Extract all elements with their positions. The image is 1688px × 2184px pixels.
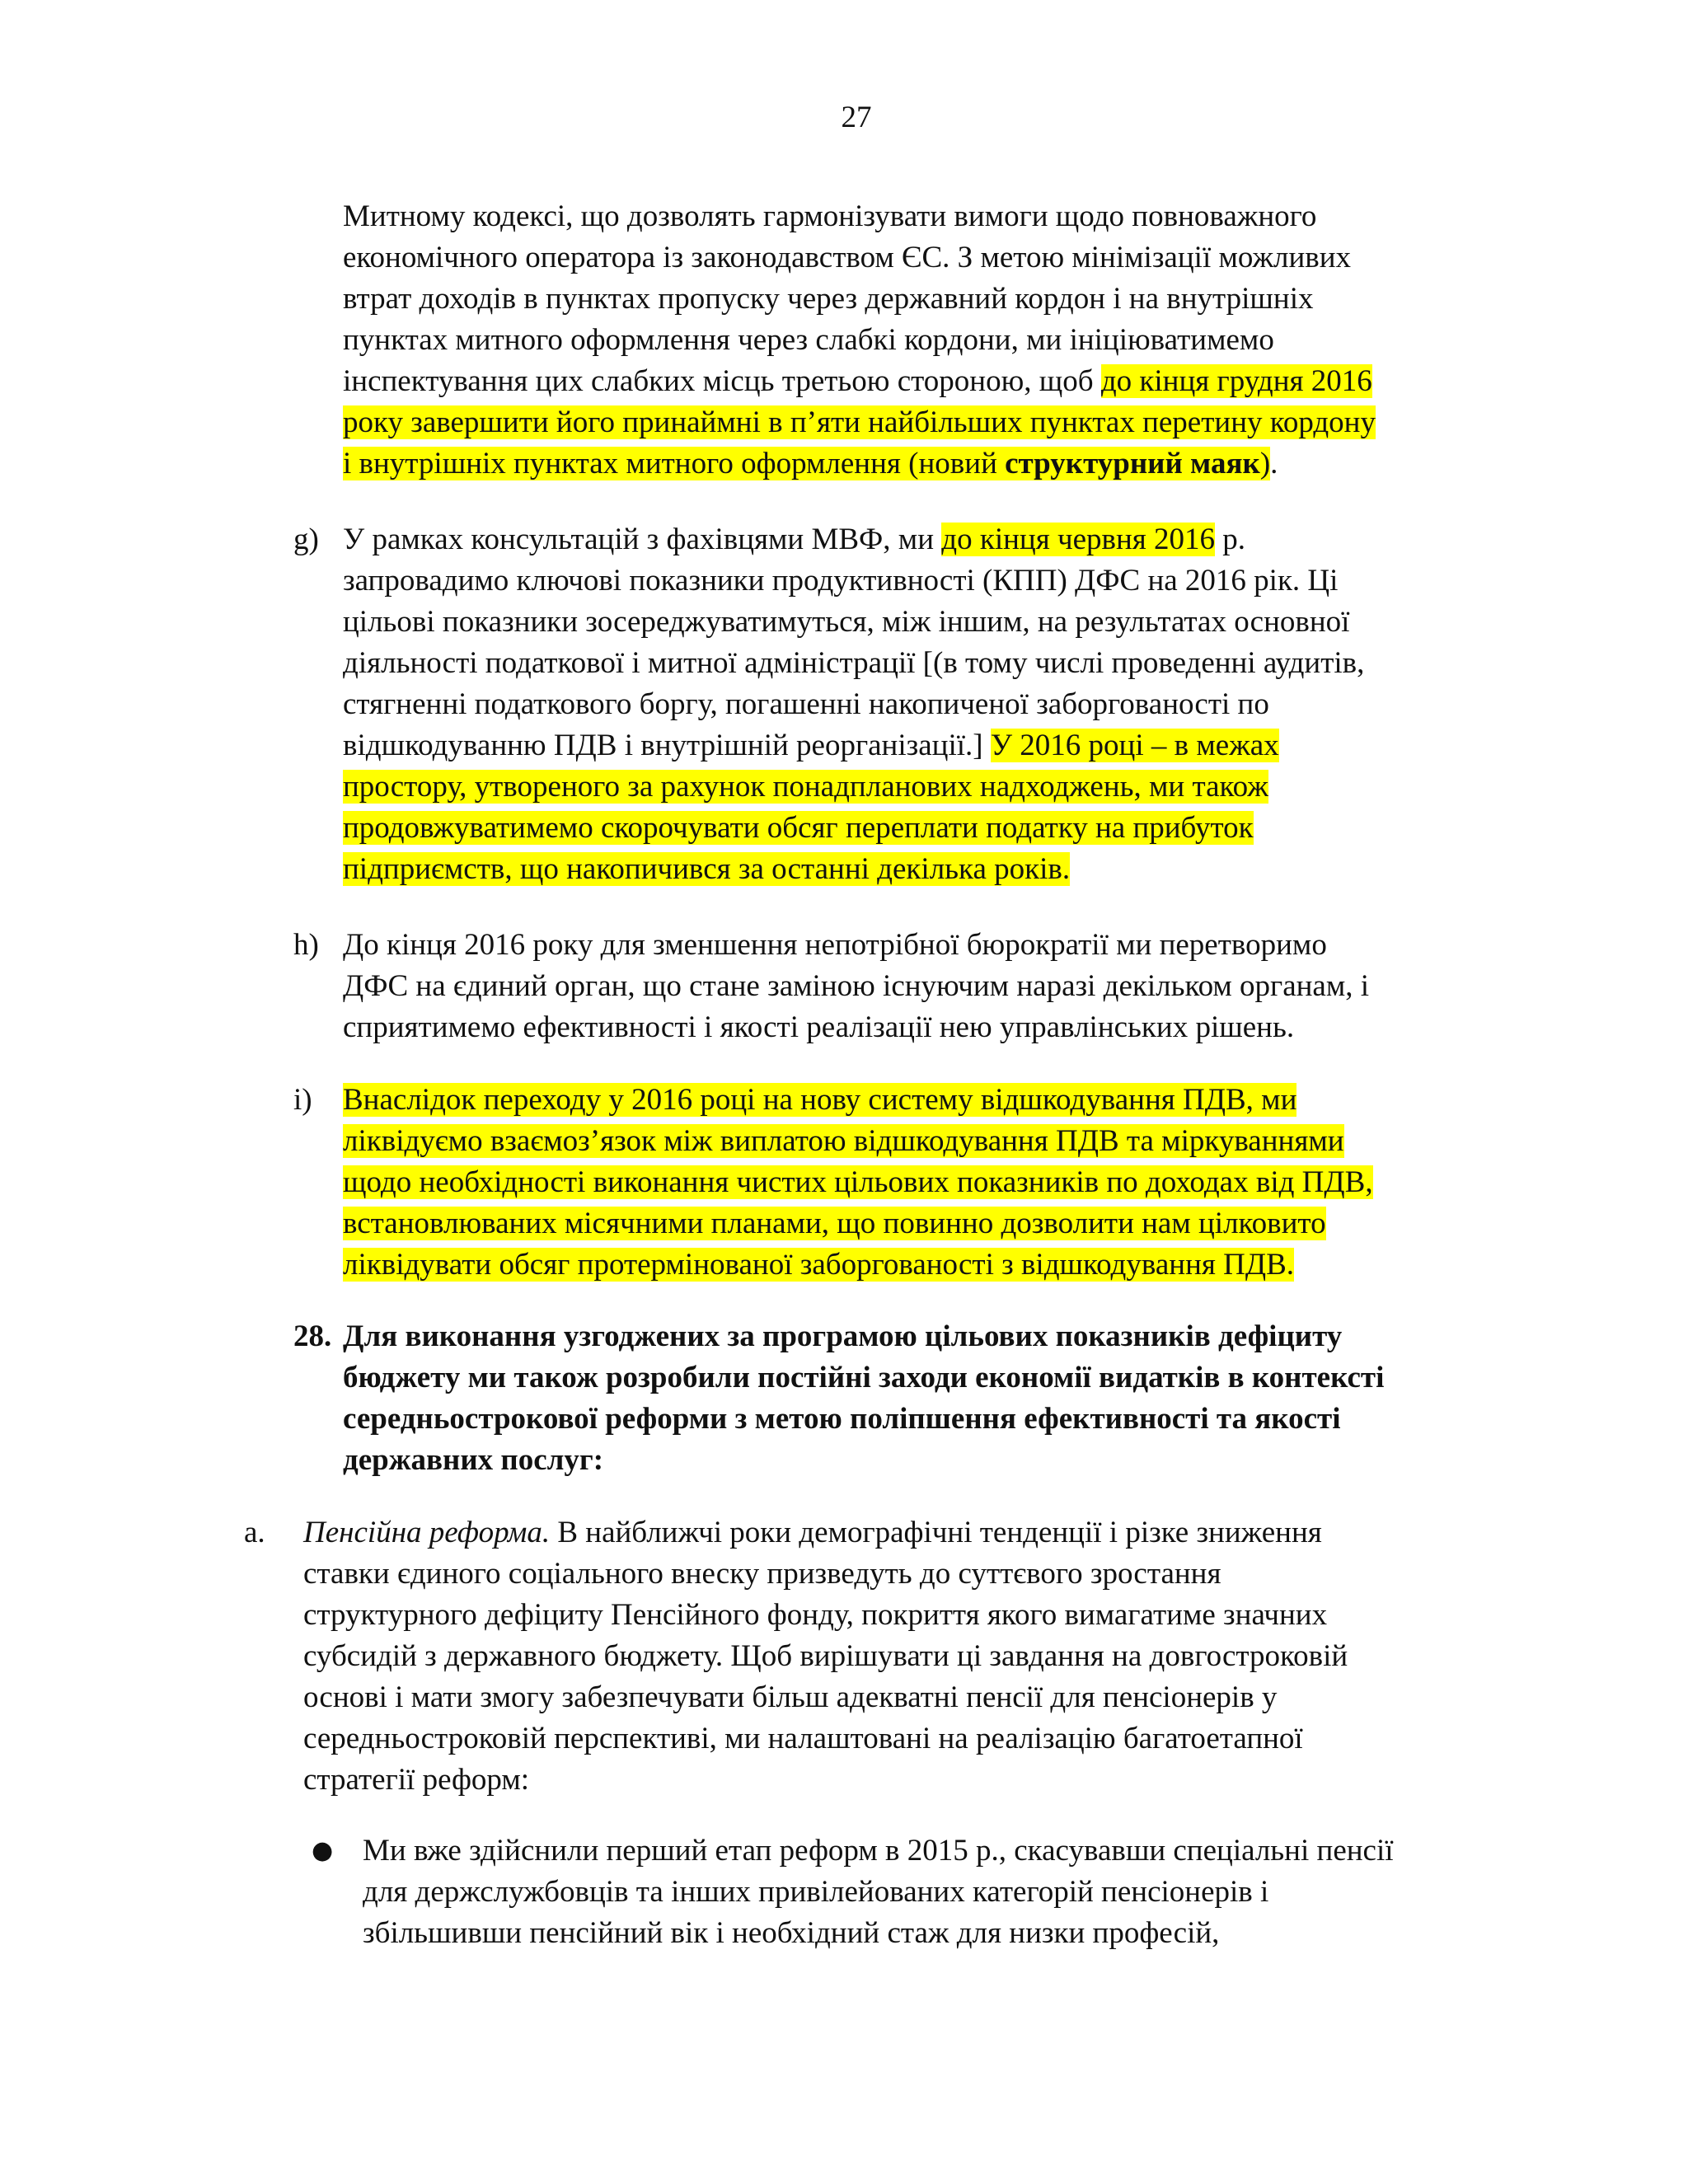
- highlighted-text: Внаслідок переходу у 2016 році на нову систему відшкодування ПДВ, ми: [343, 1083, 1297, 1117]
- text-line: основі і мати змогу забезпечувати більш адекватні пенсії для пенсіонерів у: [303, 1680, 1278, 1714]
- highlighted-text: до кінця грудня 2016: [1100, 364, 1372, 398]
- text-line: [343, 1080, 1373, 1121]
- text-line: збільшивши пенсійний вік і необхідний стаж для низки професій,: [363, 1916, 1220, 1950]
- text-line: втрат доходів в пунктах пропуску через державний кордон і на внутрішніх: [343, 282, 1314, 316]
- highlighted-text: простору, утвореного за рахунок понадпланових надходжень, ми також: [343, 770, 1268, 804]
- list-marker-h: h): [293, 928, 319, 962]
- list-item-g: [343, 519, 1364, 890]
- text-run: В найближчі роки демографічні тенденції і різке зниження: [550, 1516, 1322, 1549]
- list-item-i: [343, 1080, 1373, 1286]
- text-line: ставки єдиного соціального внеску призведуть до суттєвого зростання: [303, 1557, 1221, 1591]
- paragraph-continuation: [343, 196, 1376, 485]
- text-run: У рамках консультацій з фахівцями МВФ, ми: [343, 523, 942, 556]
- highlighted-text: продовжуватимемо скорочувати обсяг переплати податку на прибуток: [343, 811, 1254, 845]
- text-line: [343, 725, 1364, 766]
- text-line: [343, 402, 1376, 443]
- text-line: цільові показники зосереджуватимуться, між іншим, на результатах основної: [343, 605, 1350, 639]
- highlighted-text: до кінця червня 2016: [941, 523, 1216, 556]
- highlighted-text: ліквідуємо взаємоз’язок між виплатою відшкодування ПДВ та міркуваннями: [343, 1124, 1344, 1158]
- text-run: і внутрішніх пунктах митного оформлення (новий: [343, 447, 1006, 480]
- bullet-icon: ●: [312, 1836, 334, 1865]
- text-run: ): [1259, 447, 1271, 480]
- text-line: [343, 766, 1364, 808]
- list-item-a: [303, 1512, 1348, 1801]
- text-line: [343, 808, 1364, 849]
- text-line: субсидій з державного бюджету. Щоб вирішувати ці завдання на довгостроковій: [303, 1639, 1348, 1673]
- list-item-h: [343, 925, 1369, 1048]
- text-line: економічного оператора із законодавством ЄС. З метою мінімізації можливих: [343, 241, 1352, 274]
- text-line: середньостроковій перспективі, ми налаштовані на реалізацію багатоетапної: [303, 1722, 1303, 1755]
- text-line: структурного дефіциту Пенсійного фонду, покриття якого вимагатиме значних: [303, 1598, 1328, 1632]
- highlighted-text: У 2016 році – в межах: [990, 729, 1279, 762]
- text-line: бюджету ми також розробили постійні заходи економії видатків в контексті: [343, 1361, 1385, 1394]
- highlighted-text: підприємств, що накопичився за останні декілька років.: [343, 852, 1071, 886]
- paragraph-number-28: 28.: [293, 1319, 332, 1353]
- text-line: діяльності податкової і митної адміністрації [(в тому числі проведенні аудитів,: [343, 646, 1365, 680]
- text-run: відшкодуванню ПДВ і внутрішній реорганізації.]: [343, 729, 991, 762]
- text-run: інспектування цих слабких місць третьою стороною, щоб: [343, 364, 1101, 398]
- text-line: ДФС на єдиний орган, що стане заміною існуючим наразі декільком органам, і: [343, 969, 1370, 1003]
- highlighted-text: встановлюваних місячними планами, що повинно дозволити нам цілковито: [343, 1207, 1326, 1240]
- text-line: сприятимемо ефективності і якості реалізації нею управлінських рішень.: [343, 1010, 1295, 1044]
- text-line: [343, 1244, 1373, 1286]
- text-line: Митному кодексі, що дозволять гармонізувати вимоги щодо повноважного: [343, 199, 1317, 233]
- text-run: .: [1270, 447, 1278, 480]
- bold-term: структурний маяк: [1005, 447, 1260, 480]
- text-line: Ми вже здійснили перший етап реформ в 2015 р., скасувавши спеціальні пенсії: [363, 1834, 1394, 1868]
- italic-heading: Пенсійна реформа.: [303, 1516, 551, 1549]
- highlighted-text: року завершити його принаймні в п’яти найбільших пунктах перетину кордону: [343, 405, 1376, 439]
- page-number: 27: [841, 101, 872, 134]
- text-run: р.: [1215, 523, 1246, 556]
- text-line: До кінця 2016 року для зменшення непотрібної бюрократії ми перетворимо: [343, 928, 1327, 962]
- text-line: стратегії реформ:: [303, 1763, 530, 1797]
- highlighted-text: [343, 447, 1270, 480]
- text-line: [343, 849, 1364, 890]
- text-line: [343, 1162, 1373, 1203]
- text-line: [343, 361, 1376, 402]
- list-marker-a: a.: [244, 1516, 265, 1549]
- text-line: пунктах митного оформлення через слабкі кордони, ми ініціюватимемо: [343, 323, 1274, 357]
- text-line: [343, 443, 1376, 485]
- text-line: [343, 519, 1364, 560]
- list-marker-i: i): [293, 1083, 312, 1117]
- text-line: державних послуг:: [343, 1443, 604, 1477]
- list-marker-g: g): [293, 523, 319, 556]
- highlighted-text: ліквідувати обсяг протермінованої заборгованості з відшкодування ПДВ.: [343, 1248, 1295, 1282]
- text-line: для держслужбовців та інших привілейованих категорій пенсіонерів і: [363, 1875, 1269, 1909]
- text-line: [303, 1512, 1348, 1554]
- text-line: [343, 1121, 1373, 1162]
- paragraph-28: [343, 1316, 1384, 1481]
- text-line: [343, 1203, 1373, 1244]
- text-line: Для виконання узгоджених за програмою цільових показників дефіциту: [343, 1319, 1343, 1353]
- text-line: стягненні податкового боргу, погашенні накопиченої заборгованості по: [343, 687, 1269, 721]
- bullet-item: [363, 1830, 1394, 1954]
- text-line: середньострокової реформи з метою поліпшення ефективності та якості: [343, 1402, 1341, 1436]
- text-line: запровадимо ключові показники продуктивності (КПП) ДФС на 2016 рік. Ці: [343, 564, 1339, 598]
- highlighted-text: щодо необхідності виконання чистих цільових показників по доходах від ПДВ,: [343, 1165, 1373, 1199]
